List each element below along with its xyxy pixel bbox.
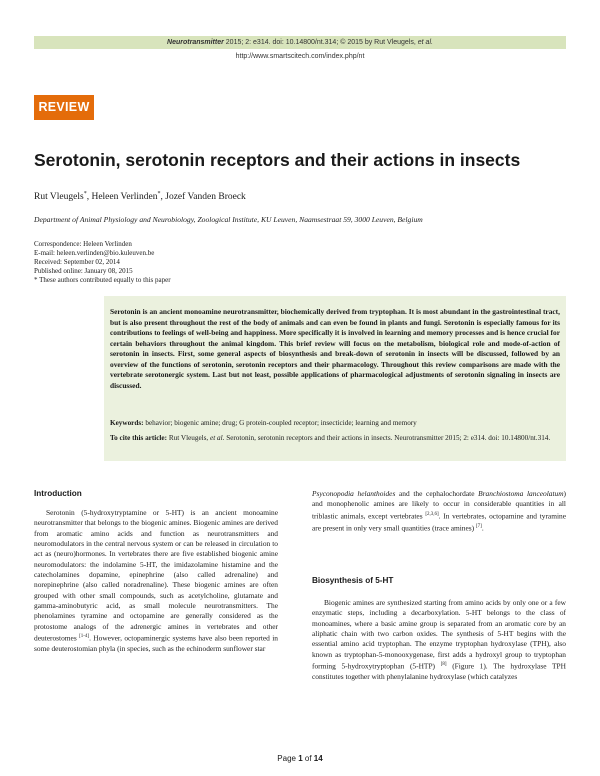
- article-title: Serotonin, serotonin receptors and their actions in insects: [34, 150, 521, 170]
- equal-contribution-mark: *: [157, 191, 161, 197]
- intro-paragraph-cont: [312, 489, 566, 533]
- page-number: 1: [298, 754, 303, 763]
- biosynthesis-text-cont: (Figure 1). The hydroxylase TPH constitutes together with phenylalanine hydroxylase (which catalyzes: [312, 661, 566, 681]
- biosynthesis-text: Biogenic amines are synthesized starting from amino acids by only one or a few enzymatic steps, including a decarboxylation. 5-HT belongs to the class of monoamines, where a basic amine group is separated from an aromatic core by an aliphatic chain with two carbon oxides. The synthesis of 5-HT begins with the essential amino acid tryptophan. The enzyme tryptophan hydroxylase (TPH), also known as tryptophan-5-monooxygenase, first adds a hydroxyl group to tryptophan forming 5-hydroxytryptophan (5-HTP): [312, 598, 566, 671]
- article-type-badge: REVIEW: [34, 95, 94, 120]
- intro-text-cont: . However, octopaminergic systems have also been reported in some deuterostomian phyla (in species, such as the echinoderm sunflower star: [34, 633, 279, 653]
- text: and the cephalochordate: [395, 489, 479, 498]
- keywords: [110, 419, 560, 427]
- journal-name: Neurotransmitter: [167, 39, 224, 46]
- section-heading-introduction: Introduction: [34, 489, 82, 498]
- cite-authors: Rut Vleugels,: [167, 434, 211, 442]
- reference-mark[interactable]: [7]: [475, 523, 482, 529]
- citation-text: 2015; 2: e314. doi: 10.14800/nt.314; © 2015 by Rut Vleugels,: [223, 39, 418, 46]
- cite-label: To cite this article:: [110, 434, 168, 442]
- intro-paragraph: [34, 508, 278, 654]
- reference-mark[interactable]: [8]: [440, 662, 447, 668]
- citation-block: [110, 433, 560, 443]
- author-1: Rut Vleugels: [34, 192, 84, 203]
- right-column-bottom: [312, 598, 566, 682]
- abstract: Serotonin is an ancient monoamine neurotransmitter, biochemically derived from tryptophan. It is most abundant in the gastrointestinal tract, but is also present throughout the rest of the body of animals and can even be found in plants and fungi. Serotonin is especially famous for its contributions to feelings of well-being and happiness. More specifically it is involved in learning and memory processes and is hence crucial for certain behaviors throughout the animal kingdom. This brief review will focus on the metabolism, biological role and mode-of-action of serotonin in insects. First, some general aspects of biosynthesis and break-down of serotonin in insects will be discussed, followed by an overview of the functions of serotonin, serotonin receptors and their pharmacology. Throughout this review comparisons are made with the vertebrate serotonergic system. Last but not least, possible applications of pharmacological adjustments of serotonin signaling in insects are discussed.: [110, 307, 560, 390]
- affiliation: Department of Animal Physiology and Neurobiology, Zoological Institute, KU Leuven, Naamsestraat 59, 3000 Leuven, Belgium: [34, 215, 423, 224]
- biosynthesis-paragraph: [312, 598, 566, 682]
- citation-et-al: et al.: [417, 39, 433, 46]
- section-heading-biosynthesis: Biosynthesis of 5-HT: [312, 576, 394, 585]
- right-column-top: [312, 489, 566, 533]
- correspondence: Correspondence: Heleen Verlinden: [34, 240, 132, 248]
- intro-text: Serotonin (5-hydroxytryptamine or 5-HT) is an ancient monoamine neurotransmitter that belongs to the biogenic amines. Biogenic amines are derived from aromatic amino acids and function as neurotransmitters and neuromodulators in the central nervous system or can be released in circulation to act as (neuro)hormones. In vertebrates there are five established biogenic amine neuromodulators: the indolamine 5-HT, the imidazolamine histamine and the catecholamines dopamine, epinephrine (also called adrenaline) and norepinephrine (also called noradrenaline). These biogenic amines are often grouped with other small compounds, such as acetylcholine, glutamate and gamma-aminobutyric acid, as small molecule neurotransmitters. The phenolamines tyramine and octopamine are generally considered as the protostome analogs of the adrenergic amines in vertebrates and other deuterostomes: [34, 508, 278, 643]
- author-3: , Jozef Vanden Broeck: [160, 192, 246, 203]
- cite-rest: Serotonin, serotonin receptors and their actions in insects. Neurotransmitter 2015; 2: e314. doi: 10.14800/nt.314.: [224, 434, 551, 442]
- species-name: Branchiostoma lanceolatum: [478, 489, 564, 498]
- email[interactable]: E-mail: heleen.verlinden@bio.kuleuven.be: [34, 249, 155, 257]
- text: . In vertebrates, octopamine and tyramine are present in only very small quantities (trace amines): [312, 511, 566, 532]
- received-date: Received: September 02, 2014: [34, 258, 120, 266]
- cite-et-al: et al.: [210, 434, 225, 442]
- journal-url[interactable]: http://www.smartscitech.com/index.php/nt: [235, 53, 365, 60]
- keywords-text: behavior; biogenic amine; drug; G protein-coupled receptor; insecticide; learning and memory: [143, 419, 417, 427]
- journal-citation: [0, 39, 600, 46]
- published-date: Published online: January 08, 2015: [34, 267, 133, 275]
- species-name: Psyconopodia helanthoides: [312, 489, 396, 498]
- reference-mark[interactable]: [2,3,6]: [425, 511, 439, 517]
- page-of: of: [302, 754, 314, 763]
- text: ) and monophenolic amines are likely to occur in considerable quantities in all triblastic animals, except vertebrates: [312, 489, 566, 521]
- text: .: [481, 522, 484, 532]
- equal-contribution-note: * These authors contributed equally to this paper: [34, 276, 171, 284]
- author-2: , Heleen Verlinden: [86, 192, 158, 203]
- page-label: Page: [277, 754, 299, 763]
- equal-contribution-mark: *: [83, 191, 87, 197]
- author-list: [34, 191, 246, 202]
- left-column: [34, 508, 278, 654]
- keywords-label: Keywords:: [110, 419, 144, 427]
- page-footer: [0, 754, 600, 763]
- page-total: 14: [313, 754, 323, 763]
- reference-mark[interactable]: [1-4]: [79, 634, 90, 640]
